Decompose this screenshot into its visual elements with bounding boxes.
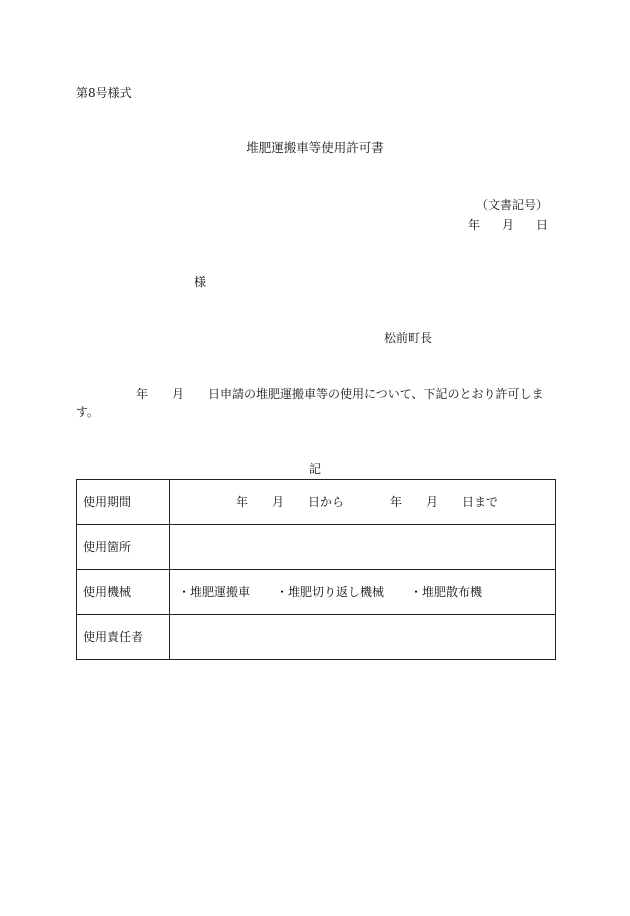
ki-heading: 記 [308, 462, 321, 476]
table-row-responsible [77, 615, 556, 660]
machine-item: ・堆肥切り返し機械 [276, 585, 385, 599]
period-from-month: 月 [272, 495, 285, 509]
table-row-location [77, 525, 556, 570]
table-row-period [77, 480, 556, 525]
table-row-machines [77, 570, 556, 615]
date-day: 日 [535, 218, 548, 232]
period-to-month: 月 [426, 495, 439, 509]
body-text-line1 [136, 387, 544, 401]
location-label: 使用箇所 [77, 525, 170, 570]
addressee-suffix: 様 [194, 275, 207, 289]
period-from-year: 年 [236, 495, 249, 509]
location-value [170, 525, 556, 570]
machine-item: ・堆肥運搬車 [178, 585, 251, 599]
body-month: 月 [172, 387, 185, 401]
machines-label: 使用機械 [77, 570, 170, 615]
period-label: 使用期間 [77, 480, 170, 525]
body-year: 年 [136, 387, 149, 401]
document-number: （文書記号） [475, 198, 548, 212]
machines-value [170, 570, 556, 615]
body-text: 日申請の堆肥運搬車等の使用について、下記のとおり許可しま [208, 387, 544, 401]
period-to-year: 年 [390, 495, 403, 509]
period-to-day: 日まで [462, 495, 499, 509]
responsible-label: 使用責任者 [77, 615, 170, 660]
form-number: 第8号様式 [76, 86, 132, 100]
document-title: 堆肥運搬車等使用許可書 [246, 140, 384, 155]
period-value [170, 480, 556, 525]
issuer: 松前町長 [384, 331, 433, 345]
body-text-line2: す。 [76, 405, 100, 419]
permit-details-table [76, 479, 556, 660]
issue-date [468, 218, 548, 232]
machine-item: ・堆肥散布機 [410, 585, 483, 599]
date-year: 年 [467, 218, 480, 232]
responsible-value [170, 615, 556, 660]
date-month: 月 [501, 218, 514, 232]
period-from-day: 日から [308, 495, 345, 509]
